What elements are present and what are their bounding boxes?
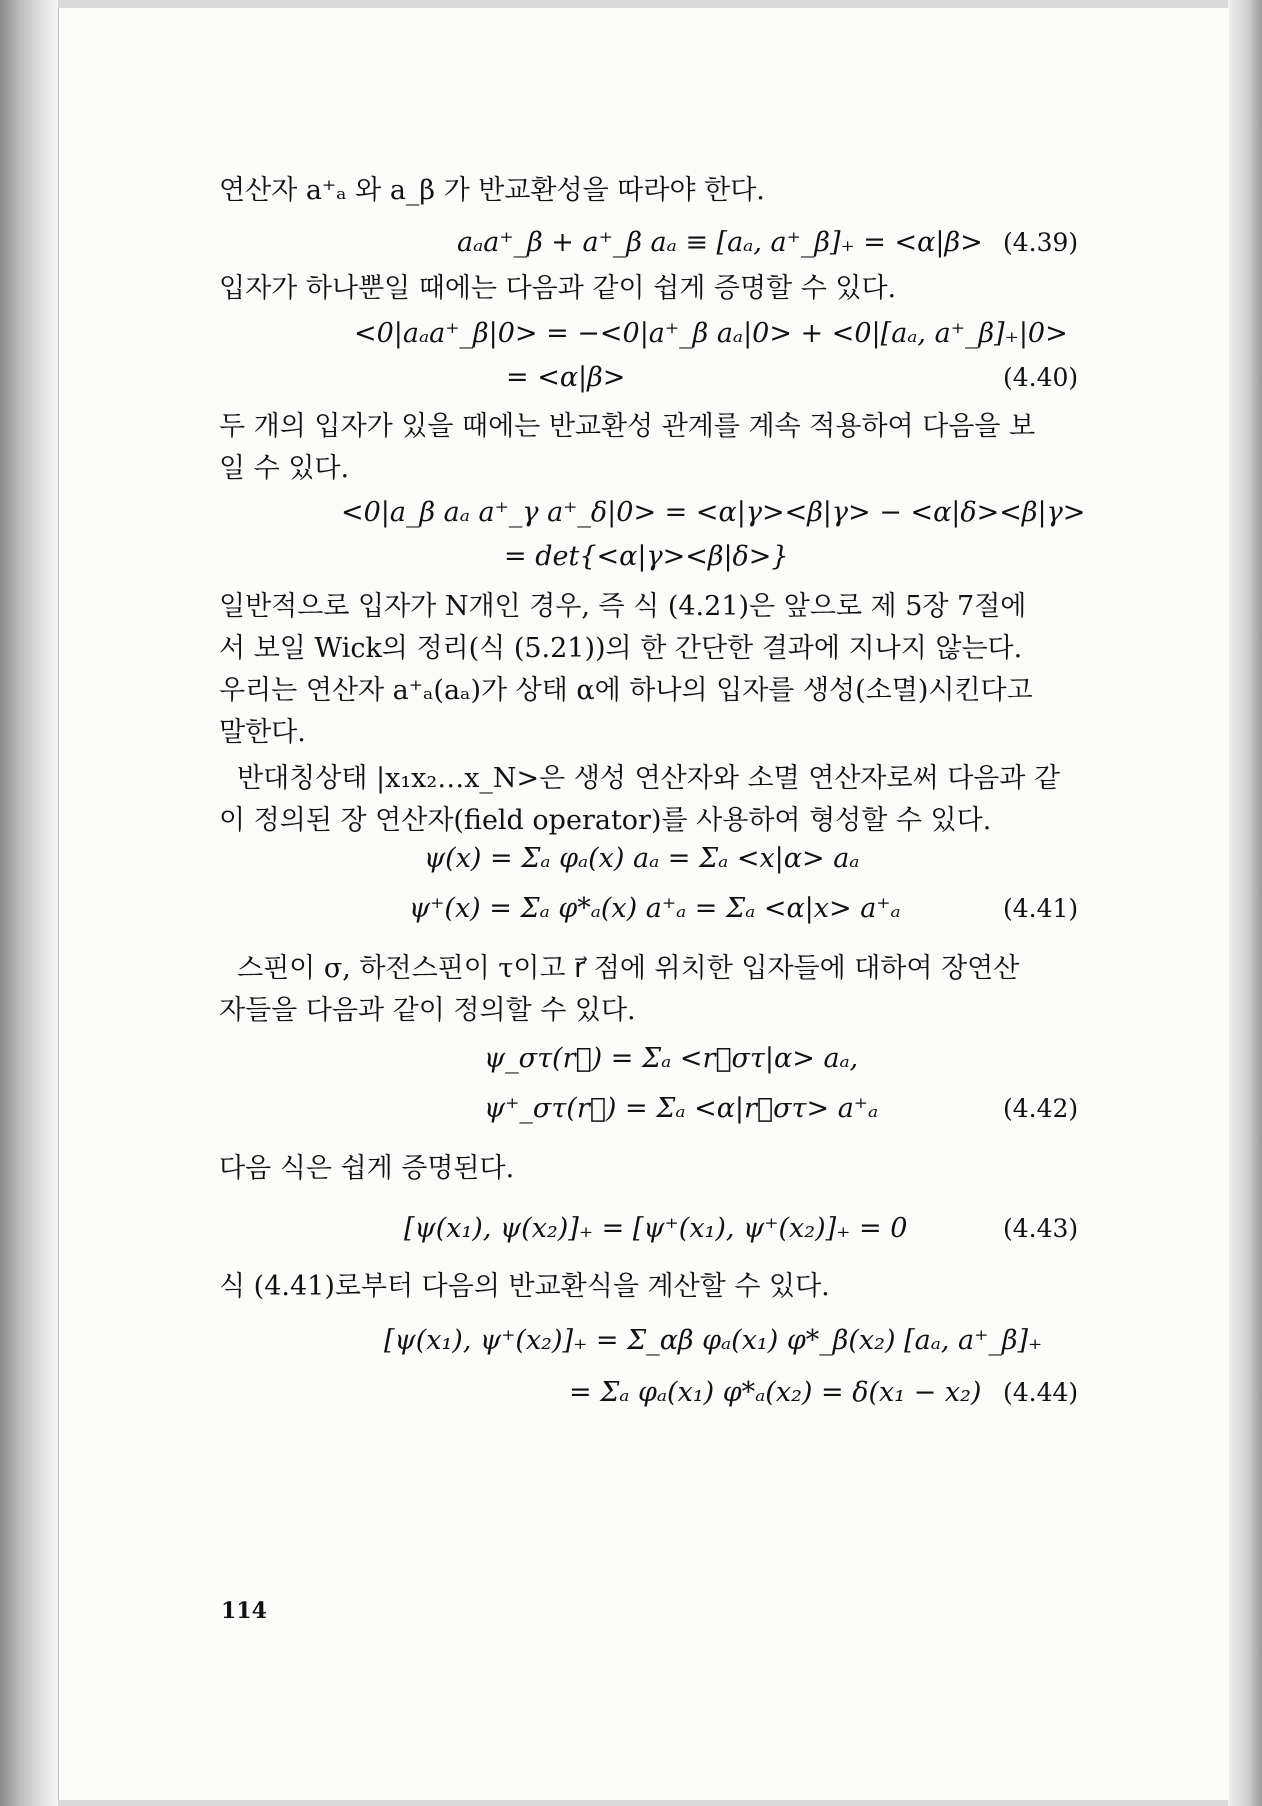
paragraph-line: 식 (4.41)로부터 다음의 반교환식을 계산할 수 있다. <box>219 1271 830 1302</box>
paragraph-line: 말한다. <box>219 717 306 748</box>
equation-number: (4.44) <box>1003 1378 1079 1407</box>
paragraph-line: 우리는 연산자 a⁺ₐ(aₐ)가 상태 α에 하나의 입자를 생성(소멸)시킨다고 <box>219 675 1033 706</box>
book-edge-right <box>1228 0 1262 1806</box>
paragraph-line: 이 정의된 장 연산자(field operator)를 사용하여 형성할 수 있다. <box>219 805 992 836</box>
equation-4-44-line1: [ψ(x₁), ψ⁺(x₂)]₊ = Σ_αβ φₐ(x₁) φ*_β(x₂) [aₐ, a⁺_β]₊ <box>384 1325 1043 1356</box>
equation-4-43: [ψ(x₁), ψ(x₂)]₊ = [ψ⁺(x₁), ψ⁺(x₂)]₊ = 0 <box>404 1213 908 1244</box>
equation-4-40-line2: = <α|β> <box>506 362 626 393</box>
equation-det-line2: = det{<α|γ><β|δ>} <box>504 541 789 572</box>
equation-4-42-line2: ψ⁺_στ(r⃗) = Σₐ <α|r⃗στ> a⁺ₐ <box>484 1093 879 1124</box>
equation-4-42-line1: ψ_στ(r⃗) = Σₐ <r⃗στ|α> aₐ, <box>484 1043 859 1074</box>
paragraph-line: 입자가 하나뿐일 때에는 다음과 같이 쉽게 증명할 수 있다. <box>219 273 897 304</box>
paragraph-line: 반대칭상태 |x₁x₂…x_N>은 생성 연산자와 소멸 연산자로써 다음과 같 <box>237 763 1061 794</box>
equation-4-39: aₐa⁺_β + a⁺_β aₐ ≡ [aₐ, a⁺_β]₊ = <α|β> <box>457 227 983 258</box>
paragraph-line: 자들을 다음과 같이 정의할 수 있다. <box>219 995 636 1026</box>
equation-number: (4.41) <box>1003 894 1079 923</box>
equation-4-44-line2: = Σₐ φₐ(x₁) φ*ₐ(x₂) = δ(x₁ − x₂) <box>569 1377 982 1408</box>
paragraph-line: 서 보일 Wick의 정리(식 (5.21))의 한 간단한 결과에 지나지 않는다. <box>219 633 1023 664</box>
paragraph-line: 일 수 있다. <box>219 453 350 484</box>
book-spine-left <box>0 0 58 1806</box>
book-page <box>58 8 1229 1800</box>
equation-4-41-line2: ψ⁺(x) = Σₐ φ*ₐ(x) a⁺ₐ = Σₐ <α|x> a⁺ₐ <box>409 893 901 924</box>
paragraph-line: 두 개의 입자가 있을 때에는 반교환성 관계를 계속 적용하여 다음을 보 <box>219 411 1036 442</box>
paragraph-line: 스핀이 σ, 하전스핀이 τ이고 r⃗ 점에 위치한 입자들에 대하여 장연산 <box>237 953 1020 984</box>
equation-number: (4.39) <box>1003 228 1079 257</box>
equation-number: (4.43) <box>1003 1214 1079 1243</box>
equation-number: (4.42) <box>1003 1094 1079 1123</box>
equation-number: (4.40) <box>1003 363 1079 392</box>
paragraph-line: 다음 식은 쉽게 증명된다. <box>219 1153 515 1184</box>
equation-det-line1: <0|a_β aₐ a⁺_γ a⁺_δ|0> = <α|γ><β|γ> − <α|δ><β|γ> <box>341 497 1086 528</box>
equation-4-41-line1: ψ(x) = Σₐ φₐ(x) aₐ = Σₐ <x|α> aₐ <box>424 843 860 874</box>
paragraph-line: 연산자 a⁺ₐ 와 a_β 가 반교환성을 따라야 한다. <box>219 175 765 206</box>
page-number: 114 <box>221 1598 267 1624</box>
paragraph-line: 일반적으로 입자가 N개인 경우, 즉 식 (4.21)은 앞으로 제 5장 7절에 <box>219 591 1027 622</box>
equation-4-40-line1: <0|aₐa⁺_β|0> = −<0|a⁺_β aₐ|0> + <0|[aₐ, a⁺_β]₊|0> <box>354 318 1068 349</box>
